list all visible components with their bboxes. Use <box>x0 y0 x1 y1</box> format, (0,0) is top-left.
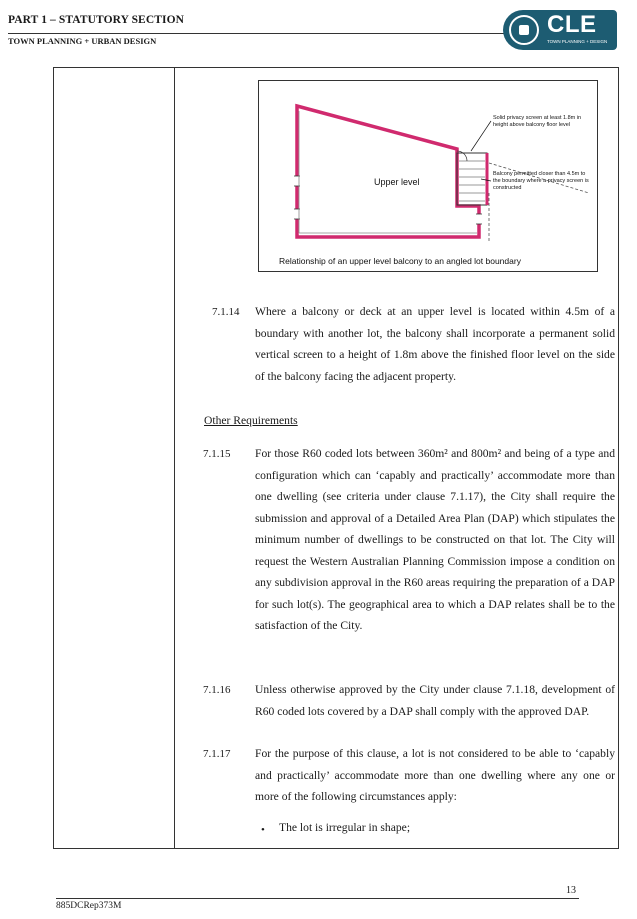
clause-number: 7.1.15 <box>203 448 231 460</box>
section-subtitle: TOWN PLANNING + URBAN DESIGN <box>8 36 157 46</box>
logo-text: CLE <box>547 11 597 38</box>
list-item: The lot is irregular in shape; <box>279 821 411 834</box>
clause-text: Where a balcony or deck at an upper level is located within 4.5m of a boundary with another lot, the balcony shall incorporate a permanent solid vertical screen to a height of 1.8m above the finished floor level on the side of the balcony facing the adjacent property. <box>255 305 615 383</box>
other-requirements-heading: Other Requirements <box>204 414 298 427</box>
footer-divider <box>56 898 579 899</box>
header-divider <box>8 33 519 34</box>
clause-text: For those R60 coded lots between 360m² and 800m² and being of a type and configuration which can ‘capably and practically’ accommodate more than one dwelling (see criteria under clause 7.1.17), the City shall require the submission and approval of a Detailed Area Plan (DAP) which stipulates the minimum number of dwellings to be constructed on that lot. The City will request the Western Australian Planning Commission impose a condition on any subdivision approval in the R60 areas requiring the preparation of a DAP for such lot(s). The geographical area to which a DAP relates shall be to the satisfaction of the City. <box>255 447 615 632</box>
logo-mark-icon <box>509 15 539 45</box>
clause-number: 7.1.14 <box>212 306 240 318</box>
clause-number: 7.1.16 <box>203 684 231 696</box>
clause-number: 7.1.17 <box>203 748 231 760</box>
upper-level-label: Upper level <box>374 177 420 187</box>
clause-text: Unless otherwise approved by the City under clause 7.1.18, development of R60 coded lots covered by a DAP shall comply with the approved DAP. <box>255 683 615 718</box>
clause-text: For the purpose of this clause, a lot is not considered to be able to ‘capably and practically’ accommodate more than one dwelling where any one or more of the following circumstances apply: <box>255 747 615 803</box>
column-divider <box>174 68 175 848</box>
figure-caption: Relationship of an upper level balcony to an angled lot boundary <box>279 256 521 266</box>
bullet-icon: • <box>261 824 265 836</box>
page-number: 13 <box>566 885 576 896</box>
logo-tagline: TOWN PLANNING + DESIGN <box>547 39 608 44</box>
balcony-diagram <box>258 80 598 272</box>
balcony-note: Balcony permitted closer than 4.5m to the boundary where a privacy screen is constructed <box>493 171 589 191</box>
privacy-screen-note: Solid privacy screen at least 1.8m in height above balcony floor level <box>493 115 582 128</box>
cle-logo <box>503 10 617 50</box>
section-title: PART 1 – STATUTORY SECTION <box>8 14 185 26</box>
document-reference: 885DCRep373M <box>56 901 122 911</box>
